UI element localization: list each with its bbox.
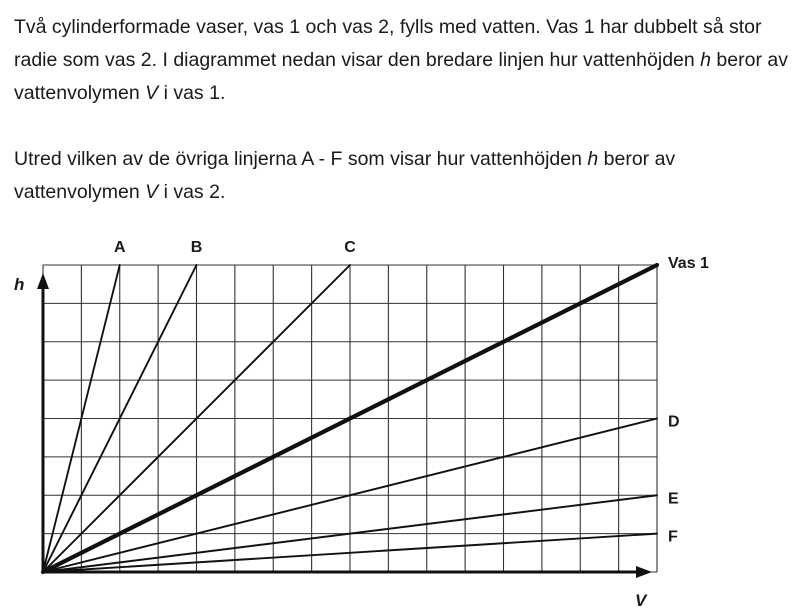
y-axis-label: h (14, 275, 25, 294)
series-label-c: C (344, 239, 356, 256)
intro-paragraph: Två cylinderformade vaser, vas 1 och vas 2, fylls med vatten. Vas 1 har dubbelt så stor radie som vas 2. I diagrammet nedan visar den bredare linjen hur vattenhöjden h beror av vattenvolymen V i vas 1. (14, 16, 788, 104)
chart-series (43, 239, 709, 572)
series-label-vas-1: Vas 1 (668, 255, 709, 272)
chart-axes (14, 273, 652, 610)
series-label-d: D (668, 413, 680, 431)
question-paragraph: Utred vilken av de övriga linjerna A - F som visar hur vattenhöjden h beror av vattenvolymen V i vas 2. (14, 148, 676, 203)
series-label-b: B (190, 239, 203, 256)
series-label-e: E (668, 490, 679, 508)
x-axis-arrow-icon (636, 566, 652, 578)
x-axis-label: V (635, 591, 647, 610)
series-label-f: F (668, 528, 678, 546)
series-label-a: A (113, 239, 126, 256)
y-axis-arrow-icon (37, 273, 49, 289)
